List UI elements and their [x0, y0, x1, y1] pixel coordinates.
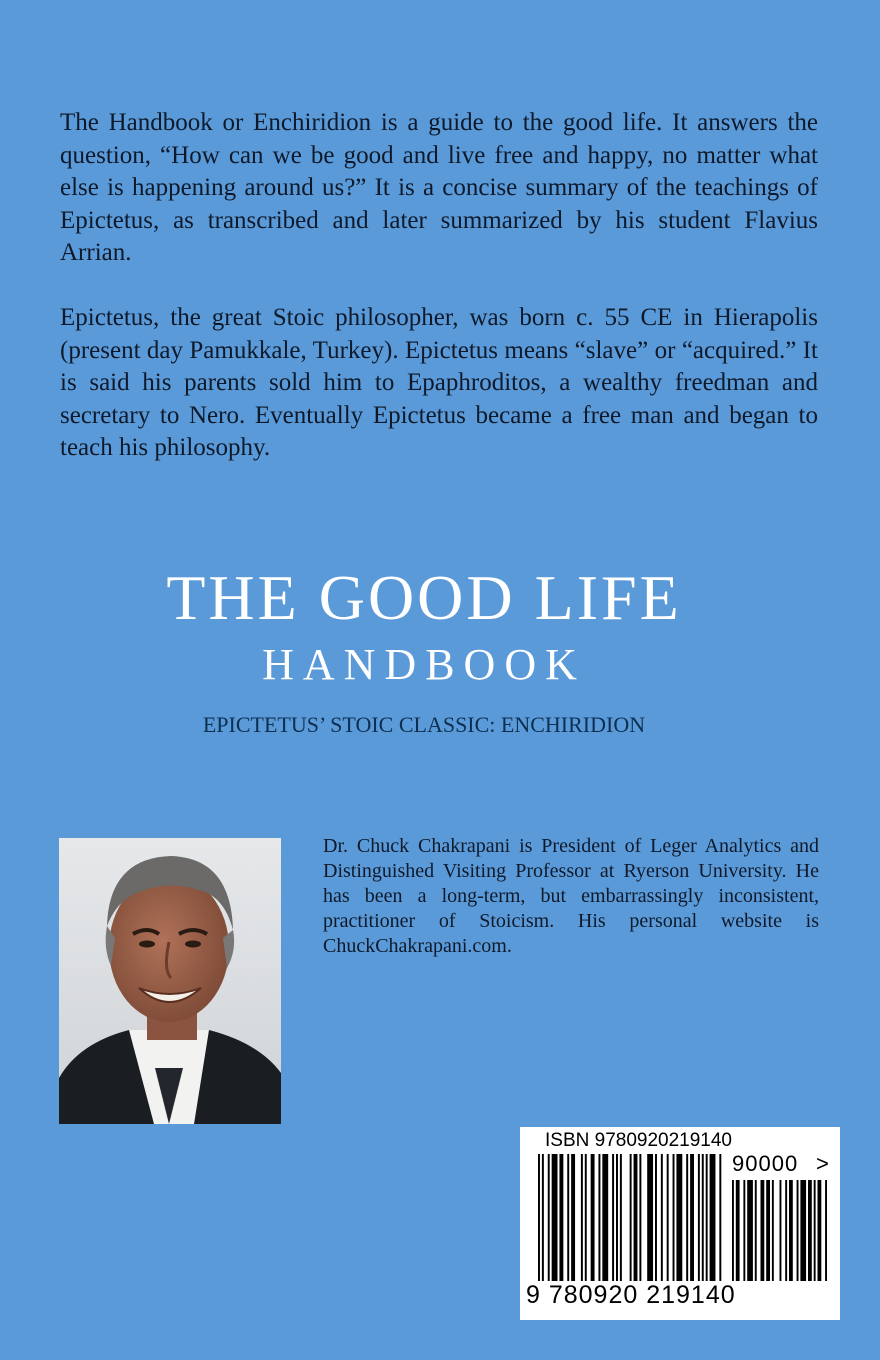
barcode-bar — [647, 1154, 653, 1281]
barcode-bar — [667, 1154, 669, 1281]
barcode-bar — [567, 1154, 569, 1281]
price-arrow: > — [816, 1151, 829, 1176]
barcode-bar — [581, 1154, 583, 1281]
barcode-bar — [780, 1180, 782, 1281]
barcode-bar — [710, 1154, 716, 1281]
book-subtitle: HANDBOOK — [262, 640, 586, 689]
barcode-bar — [598, 1154, 600, 1281]
barcode-bar — [585, 1154, 587, 1281]
barcode-bar — [559, 1154, 563, 1281]
barcode-bar — [673, 1154, 675, 1281]
blurb-paragraph-2: Epictetus, the great Stoic philosopher, was born c. 55 CE in Hierapolis (present day Pamukkale, Turkey). Epictetus means “slave” or “acquired.” It is said his parents sold him to Epaphroditos, a wealthy freedman and secretary to Nero. Eventually Epictetus became a free man and began to teach his philosophy. — [60, 304, 818, 461]
barcode-bar — [548, 1154, 550, 1281]
barcode-bar — [766, 1180, 770, 1281]
barcode-bar — [800, 1180, 806, 1281]
isbn-digits: 9 780920 219140 — [526, 1281, 736, 1309]
author-photo — [59, 838, 281, 1124]
barcode-bar — [616, 1154, 618, 1281]
isbn-barcode — [520, 1127, 840, 1320]
barcode-bar — [571, 1154, 575, 1281]
barcode-bar — [732, 1180, 734, 1281]
barcode-bar — [552, 1154, 558, 1281]
barcode-bar — [825, 1180, 827, 1281]
barcode-bar — [634, 1154, 638, 1281]
barcode-bar — [785, 1180, 787, 1281]
barcode-bar — [743, 1180, 745, 1281]
author-portrait-illustration — [59, 838, 281, 1124]
barcode-bar — [808, 1180, 812, 1281]
barcode-bar — [690, 1154, 694, 1281]
barcode-bar — [639, 1154, 641, 1281]
barcode-bar — [661, 1154, 663, 1281]
barcode-bar — [747, 1180, 753, 1281]
barcode-bar — [542, 1154, 544, 1281]
barcode-bar — [755, 1180, 757, 1281]
ean13-bars — [538, 1154, 723, 1281]
barcode-bar — [797, 1180, 799, 1281]
book-title: THE GOOD LIFE — [166, 562, 682, 633]
barcode-bar — [676, 1154, 682, 1281]
barcode-bar — [630, 1154, 632, 1281]
barcode-bar — [736, 1180, 740, 1281]
barcode-bar — [612, 1154, 614, 1281]
barcode-bar — [655, 1154, 657, 1281]
barcode-bar — [620, 1154, 622, 1281]
price-code: 90000 — [732, 1151, 799, 1176]
isbn-label: ISBN 9780920219140 — [545, 1130, 732, 1151]
barcode-bar — [818, 1180, 822, 1281]
barcode-bar — [706, 1154, 708, 1281]
barcode-bar — [789, 1180, 793, 1281]
barcode-bar — [686, 1154, 688, 1281]
author-bio: Dr. Chuck Chakrapani is President of Leger Analytics and Distinguished Visiting Professor at Ryerson University. He has been a long-term, but embarrassingly inconsistent, practitioner of Stoicism. His personal website is ChuckChakrapani.com. — [323, 835, 819, 957]
addon-bars — [732, 1180, 828, 1281]
barcode-bar — [698, 1154, 700, 1281]
barcode-bar — [814, 1180, 816, 1281]
barcode-bar — [761, 1180, 765, 1281]
barcode-bar — [602, 1154, 608, 1281]
barcode-bar — [702, 1154, 704, 1281]
book-tagline: EPICTETUS’ STOIC CLASSIC: ENCHIRIDION — [202, 712, 646, 737]
blurb-paragraph-1: The Handbook or Enchiridion is a guide to the good life. It answers the question, “How can we be good and live free and happy, no matter what else is happening around us?” It is a concise summary of the teachings of Epictetus, as transcribed and later summarized by his student Flavius Arrian. — [60, 109, 818, 266]
barcode-bar — [591, 1154, 595, 1281]
barcode-bar — [538, 1154, 540, 1281]
barcode-bar — [719, 1154, 721, 1281]
barcode-bar — [772, 1180, 774, 1281]
